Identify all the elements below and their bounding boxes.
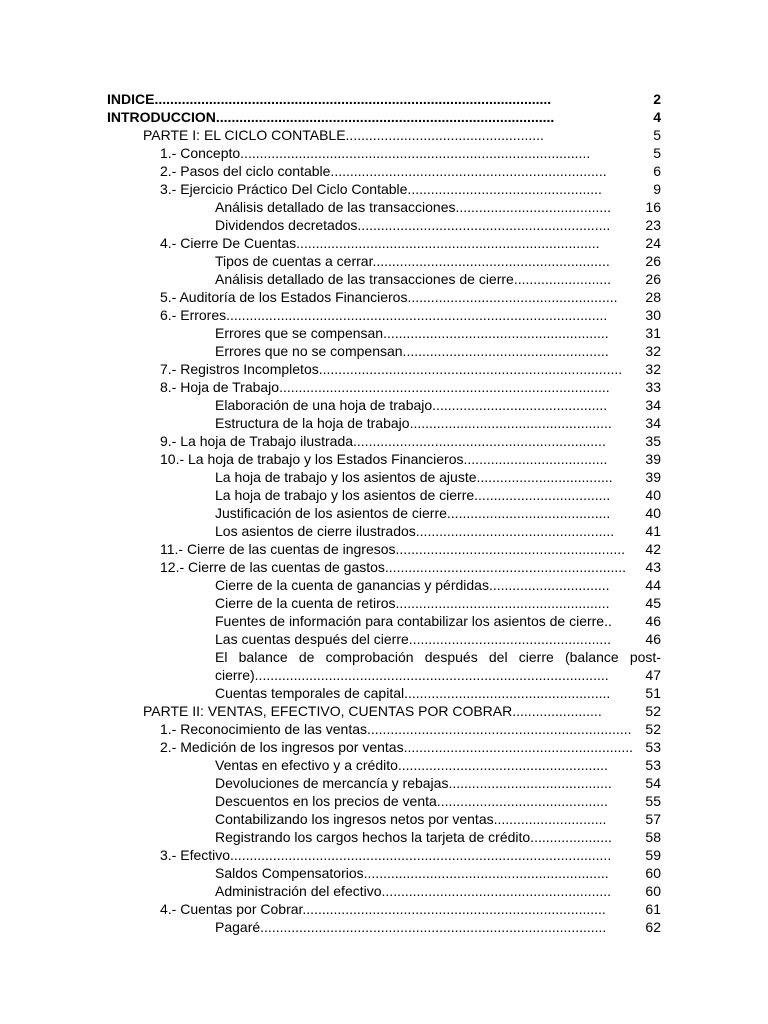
toc-entry-page-number: 26	[645, 271, 661, 287]
toc-entry-title: La hoja de trabajo y los asientos de ajuste...................................	[215, 469, 613, 485]
toc-entry-title: 1.- Concepto..........................................................................................	[160, 145, 591, 161]
toc-entry-title: 1.- Reconocimiento de las ventas....................................................................	[160, 721, 632, 737]
toc-entry-page-number: 5	[653, 127, 661, 143]
toc-entry-title: 6.- Errores..................................................................................................	[160, 307, 608, 323]
toc-entry	[0, 558, 768, 576]
toc-entry-title: Análisis detallado de las transacciones........................................	[215, 199, 612, 215]
toc-entry-title: Descuentos en los precios de venta............................................	[215, 793, 608, 809]
toc-entry	[0, 162, 768, 180]
toc-entry	[0, 648, 768, 666]
toc-entry	[0, 450, 768, 468]
toc-entry-page-number: 32	[645, 343, 661, 359]
toc-entry	[0, 342, 768, 360]
toc-entry-title: Tipos de cuentas a cerrar.............................................................	[215, 253, 610, 269]
toc-entry	[0, 126, 768, 144]
toc-entry	[0, 144, 768, 162]
toc-entry-page-number: 46	[645, 613, 661, 629]
toc-entry-title: Cierre de la cuenta de ganancias y pérdidas...............................	[215, 577, 610, 593]
toc-entry	[0, 522, 768, 540]
toc-entry-page-number: 26	[645, 253, 661, 269]
toc-entry	[0, 486, 768, 504]
toc-entry	[0, 792, 768, 810]
toc-entry	[0, 468, 768, 486]
toc-entry-page-number: 32	[645, 361, 661, 377]
toc-entry-page-number: 54	[645, 775, 661, 791]
toc-entry	[0, 234, 768, 252]
toc-entry-title: 10.- La hoja de trabajo y los Estados Financieros.....................................	[160, 451, 608, 467]
toc-entry	[0, 324, 768, 342]
toc-entry-page-number: 5	[653, 145, 661, 161]
toc-entry-page-number: 61	[645, 901, 661, 917]
table-of-contents	[0, 90, 768, 936]
toc-entry-page-number: 39	[645, 469, 661, 485]
toc-entry-page-number: 62	[645, 919, 661, 935]
toc-entry-page-number: 52	[645, 721, 661, 737]
toc-entry-page-number: 41	[645, 523, 661, 539]
toc-entry-title: La hoja de trabajo y los asientos de cierre...................................	[215, 487, 611, 503]
toc-entry-title: 3.- Efectivo..................................................................................................	[160, 847, 612, 863]
toc-entry-page-number: 53	[645, 739, 661, 755]
toc-entry-title: Errores que no se compensan.....................................................	[215, 343, 609, 359]
toc-entry	[0, 198, 768, 216]
toc-entry-title: Elaboración de una hoja de trabajo.............................................	[215, 397, 608, 413]
toc-entry	[0, 576, 768, 594]
toc-entry-title: Ventas en efectivo y a crédito......................................................	[215, 757, 608, 773]
toc-entry-title: Las cuentas después del cierre....................................................	[215, 631, 612, 647]
toc-entry-title: Estructura de la hoja de trabajo....................................................	[215, 415, 612, 431]
toc-entry-title: Dividendos decretados.................................................................	[215, 217, 611, 233]
toc-entry	[0, 720, 768, 738]
toc-entry-page-number: 35	[645, 433, 661, 449]
toc-entry-page-number: 59	[645, 847, 661, 863]
toc-entry	[0, 180, 768, 198]
toc-entry-title: cierre)...........................................................................................	[215, 667, 609, 683]
toc-entry-page-number: 4	[653, 109, 661, 125]
toc-entry-page-number: 52	[645, 703, 661, 719]
toc-entry-page-number: 60	[645, 883, 661, 899]
toc-entry-title: 12.- Cierre de las cuentas de gastos..............................................................	[160, 559, 627, 575]
toc-entry	[0, 882, 768, 900]
toc-entry-page-number: 57	[645, 811, 661, 827]
toc-entry-page-number: 23	[645, 217, 661, 233]
toc-entry-title: Errores que se compensan..........................................................	[215, 325, 609, 341]
toc-entry	[0, 630, 768, 648]
toc-entry-title: Cuentas temporales de capital.....................................................	[215, 685, 611, 701]
toc-entry	[0, 702, 768, 720]
toc-entry-page-number: 33	[645, 379, 661, 395]
toc-entry	[0, 540, 768, 558]
toc-entry-title: INTRODUCCION.......................................................................................	[107, 109, 555, 125]
toc-entry-page-number: 6	[653, 163, 661, 179]
toc-entry-title: Análisis detallado de las transacciones de cierre.........................	[215, 271, 612, 287]
toc-entry	[0, 612, 768, 630]
toc-entry-page-number: 28	[645, 289, 661, 305]
toc-entry	[0, 306, 768, 324]
toc-entry-title: 4.- Cierre De Cuentas..............................................................................	[160, 235, 600, 251]
toc-entry-title: Pagaré.........................................................................................	[215, 919, 607, 935]
toc-entry-page-number: 45	[645, 595, 661, 611]
toc-entry-page-number: 39	[645, 451, 661, 467]
toc-entry-title: 2.- Medición de los ingresos por ventas...........................................................	[160, 739, 634, 755]
toc-entry-page-number: 46	[645, 631, 661, 647]
toc-entry	[0, 666, 768, 684]
toc-entry-page-number: 53	[645, 757, 661, 773]
toc-entry-page-number: 60	[645, 865, 661, 881]
toc-entry-title: 7.- Registros Incompletos..............................................................................	[160, 361, 623, 377]
toc-entry	[0, 360, 768, 378]
toc-entry-page-number: 40	[645, 505, 661, 521]
toc-entry	[0, 594, 768, 612]
toc-entry	[0, 504, 768, 522]
toc-entry	[0, 270, 768, 288]
toc-entry-title: 11.- Cierre de las cuentas de ingresos...........................................................	[160, 541, 626, 557]
toc-entry	[0, 252, 768, 270]
toc-entry-page-number: 16	[645, 199, 661, 215]
toc-entry	[0, 684, 768, 702]
toc-entry-title: PARTE I: EL CICLO CONTABLE...................................................	[143, 127, 544, 143]
toc-entry-page-number: 43	[645, 559, 661, 575]
toc-entry	[0, 774, 768, 792]
toc-entry	[0, 918, 768, 936]
toc-entry	[0, 756, 768, 774]
toc-entry	[0, 414, 768, 432]
toc-entry-title: Devoluciones de mercancía y rebajas..........................................	[215, 775, 612, 791]
toc-entry-title: 2.- Pasos del ciclo contable.......................................................................	[160, 163, 607, 179]
toc-entry-page-number: 30	[645, 307, 661, 323]
toc-entry	[0, 828, 768, 846]
toc-entry-page-number: 24	[645, 235, 661, 251]
toc-entry	[0, 108, 768, 126]
toc-entry	[0, 846, 768, 864]
toc-entry-page-number: 34	[645, 397, 661, 413]
toc-entry-title: El balance de comprobación después del cierre (balance post-	[215, 649, 661, 665]
toc-entry	[0, 432, 768, 450]
toc-entry-title: 5.- Auditoría de los Estados Financieros......................................................	[160, 289, 618, 305]
toc-entry-title: Fuentes de información para contabilizar los asientos de cierre..	[215, 613, 612, 629]
toc-entry-title: Justificación de los asientos de cierre..........................................	[215, 505, 611, 521]
toc-entry-title: Cierre de la cuenta de retiros.......................................................	[215, 595, 610, 611]
toc-entry	[0, 378, 768, 396]
toc-entry	[0, 900, 768, 918]
toc-entry-page-number: 34	[645, 415, 661, 431]
toc-entry-page-number: 42	[645, 541, 661, 557]
toc-entry-page-number: 58	[645, 829, 661, 845]
toc-entry	[0, 216, 768, 234]
toc-entry-title: 3.- Ejercicio Práctico Del Ciclo Contable..................................................	[160, 181, 602, 197]
toc-entry-page-number: 47	[645, 667, 661, 683]
toc-entry-page-number: 2	[653, 91, 661, 107]
toc-entry-title: Contabilizando los ingresos netos por ventas.............................	[215, 811, 607, 827]
toc-entry	[0, 396, 768, 414]
toc-entry-title: Registrando los cargos hechos la tarjeta de crédito.....................	[215, 829, 612, 845]
toc-entry-page-number: 44	[645, 577, 661, 593]
toc-entry	[0, 738, 768, 756]
toc-entry-title: PARTE II: VENTAS, EFECTIVO, CUENTAS POR COBRAR.......................	[143, 703, 602, 719]
toc-entry-page-number: 9	[653, 181, 661, 197]
toc-entry-page-number: 31	[645, 325, 661, 341]
toc-entry	[0, 864, 768, 882]
toc-entry-page-number: 40	[645, 487, 661, 503]
toc-entry	[0, 810, 768, 828]
toc-entry-title: 8.- Hoja de Trabajo.....................................................................................	[160, 379, 610, 395]
toc-entry-title: Los asientos de cierre ilustrados...................................................	[215, 523, 615, 539]
toc-entry-title: 9.- La hoja de Trabajo ilustrada.................................................................	[160, 433, 606, 449]
toc-entry-title: INDICE......................................................................................................	[107, 91, 552, 107]
toc-entry	[0, 90, 768, 108]
toc-entry-page-number: 51	[645, 685, 661, 701]
toc-entry	[0, 288, 768, 306]
toc-entry-title: Saldos Compensatorios...............................................................	[215, 865, 609, 881]
toc-entry-page-number: 55	[645, 793, 661, 809]
toc-entry-title: Administración del efectivo...........................................................	[215, 883, 612, 899]
toc-entry-title: 4.- Cuentas por Cobrar..............................................................................	[160, 901, 606, 917]
